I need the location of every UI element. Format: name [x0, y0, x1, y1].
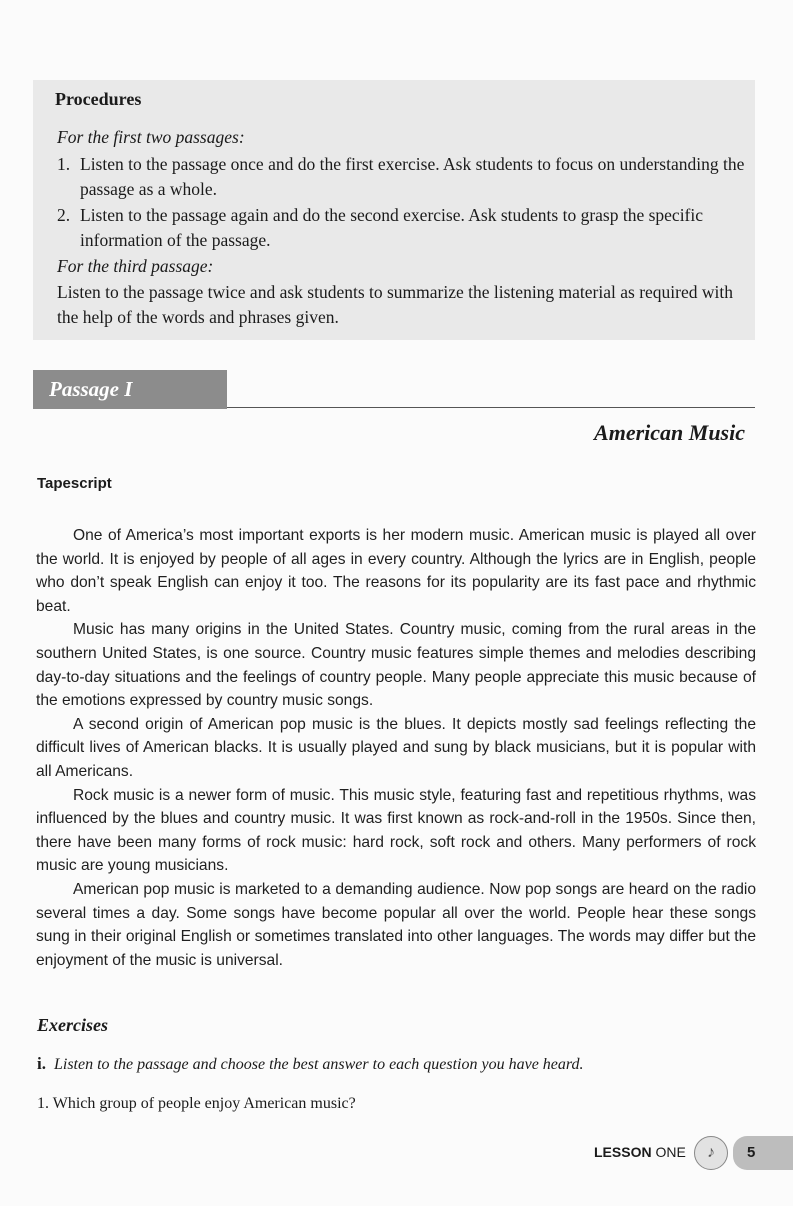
passage-title: American Music — [594, 420, 745, 445]
tapescript-body — [36, 524, 756, 972]
lesson-word: LESSON — [594, 1144, 652, 1160]
lesson-emblem-icon: ♪ — [694, 1136, 728, 1170]
procedure-step — [57, 152, 747, 201]
paragraph: American pop music is marketed to a demanding audience. Now pop songs are heard on the radio several times a day. Some songs have become popular all over the world. People hear these songs sung in their original English or sometimes translated into other languages. The words may differ but the enjoyment of the music is universal. — [36, 880, 756, 969]
third-instructions: Listen to the passage twice and ask students to summarize the listening material as required with the help of the words and phrases given. — [57, 282, 733, 327]
exercise-instruction — [37, 1054, 584, 1074]
exercise-numeral: i. — [37, 1054, 46, 1073]
exercises-heading: Exercises — [37, 1015, 108, 1035]
step-number: 1. — [57, 154, 71, 174]
first-two-heading: For the first two passages: — [57, 127, 245, 147]
paragraph: One of America’s most important exports is her modern music. American music is played all over the world. It is enjoyed by people of all ages in every country. Although the lyrics are in English, people who don’t speak English can enjoy it too. The reasons for its popularity are its fast pace and rhythmic beat. — [36, 527, 756, 615]
procedure-step — [57, 203, 747, 252]
paragraph: Music has many origins in the United States. Country music, coming from the rural areas in the southern United States, is one source. Country music features simple themes and melodies describing day-to-day situations and the feelings of country people. Many people appreciate this music because of the emotions expressed by country music songs. — [36, 621, 756, 710]
page-number: 5 — [733, 1136, 793, 1170]
step-text: Listen to the passage again and do the second exercise. Ask students to grasp the specific information of the passage. — [80, 205, 704, 250]
question-1: 1. Which group of people enjoy American music? — [37, 1095, 356, 1112]
third-heading: For the third passage: — [57, 256, 214, 276]
passage-banner: Passage I — [33, 370, 227, 409]
lesson-number-word: ONE — [655, 1144, 686, 1160]
instruction-text: Listen to the passage and choose the best answer to each question you have heard. — [53, 1056, 584, 1073]
passage-divider — [227, 407, 755, 408]
step-text: Listen to the passage once and do the first exercise. Ask students to focus on understanding the passage as a whole. — [80, 154, 745, 199]
lesson-label — [594, 1144, 686, 1160]
paragraph: Rock music is a newer form of music. This music style, featuring fast and repetitious rhythms, was influenced by the blues and country music. It was first known as rock-and-roll in the 1950s. Since then, there have been many forms of rock music: hard rock, soft rock and others. Many performers of rock music are young musicians. — [36, 786, 756, 875]
step-number: 2. — [57, 205, 71, 225]
procedures-title: Procedures — [55, 89, 142, 109]
paragraph: A second origin of American pop music is the blues. It depicts mostly sad feelings reflecting the difficult lives of American blacks. It is usually played and sung by black musicians, but it is popular with all Americans. — [36, 715, 756, 780]
tapescript-label: Tapescript — [37, 475, 112, 492]
